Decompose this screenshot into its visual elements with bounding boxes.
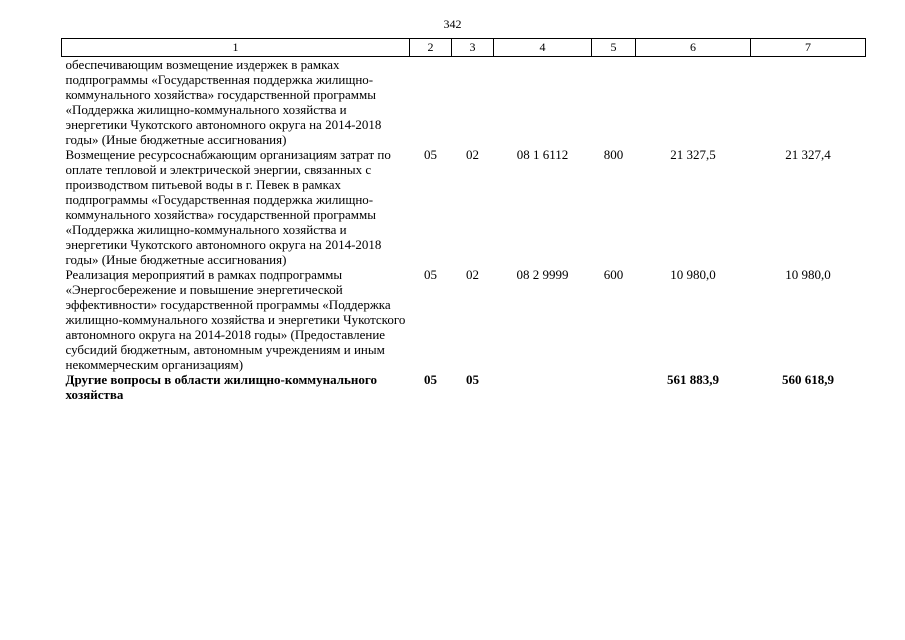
column-header-1: 1 [62, 39, 410, 57]
row-target-code: 08 2 9999 [516, 267, 569, 282]
column-header-3: 3 [452, 39, 494, 57]
row-section [410, 57, 452, 148]
table-row [62, 267, 866, 372]
row-subsection: 02 [466, 267, 479, 282]
row-sum-2: 10 980,0 [785, 267, 831, 282]
table-row [62, 147, 866, 267]
column-header-6: 6 [636, 39, 751, 57]
row-expense-type: 600 [603, 267, 624, 282]
row-subsection: 02 [466, 147, 479, 162]
column-header-7: 7 [751, 39, 866, 57]
row-description: Реализация мероприятий в рамках подпрограммы «Энергосбережение и повышение энергетической эффективности» государственной программы «Поддержка жилищно-коммунального хозяйства и энергетики Чукотского автономного округа на 2014-2018 годы» (Предоставление субсидий бюджетным, автономным учреждениям и иным некоммерческим организациям) [65, 267, 406, 372]
column-header-4: 4 [494, 39, 592, 57]
row-subsection: 05 [466, 372, 479, 387]
row-description: Возмещение ресурсоснабжающим организациям затрат по оплате тепловой и электрической энергии, связанных с производством питьевой воды в г. Певек в рамках подпрограммы «Государственная поддержка жилищно-коммунального хозяйства» государственной программы «Поддержка жилищно-коммунального хозяйства и энергетики Чукотского автономного округа на 2014-2018 годы» (Иные бюджетные ассигнования) [65, 147, 391, 267]
page-number: 342 [443, 17, 462, 31]
column-header-2: 2 [410, 39, 452, 57]
row-sum-2: 21 327,4 [785, 147, 831, 162]
row-description: обеспечивающим возмещение издержек в рамках подпрограммы «Государственная поддержка жилищно-коммунального хозяйства» государственной программы «Поддержка жилищно-коммунального хозяйства и энергетики Чукотского автономного округа на 2014-2018 годы» (Иные бюджетные ассигнования) [65, 57, 382, 147]
row-sum-1: 10 980,0 [670, 267, 716, 282]
row-sum-2 [751, 57, 866, 148]
row-sum-2: 560 618,9 [782, 372, 834, 387]
row-section: 05 [424, 147, 437, 162]
row-section: 05 [424, 267, 437, 282]
row-target-code [494, 372, 592, 402]
column-header-5: 5 [592, 39, 636, 57]
table-row [62, 372, 866, 402]
row-target-code: 08 1 6112 [516, 147, 569, 162]
row-subsection [452, 57, 494, 148]
row-expense-type: 800 [603, 147, 624, 162]
row-expense-type [592, 57, 636, 148]
row-section: 05 [424, 372, 437, 387]
row-sum-1: 21 327,5 [670, 147, 716, 162]
table-header-row [62, 39, 866, 57]
row-description: Другие вопросы в области жилищно-коммунального хозяйства [65, 372, 377, 402]
table-row [62, 57, 866, 148]
row-target-code [494, 57, 592, 148]
row-expense-type [592, 372, 636, 402]
budget-table [61, 38, 866, 402]
row-sum-1: 561 883,9 [667, 372, 719, 387]
row-sum-1 [636, 57, 751, 148]
